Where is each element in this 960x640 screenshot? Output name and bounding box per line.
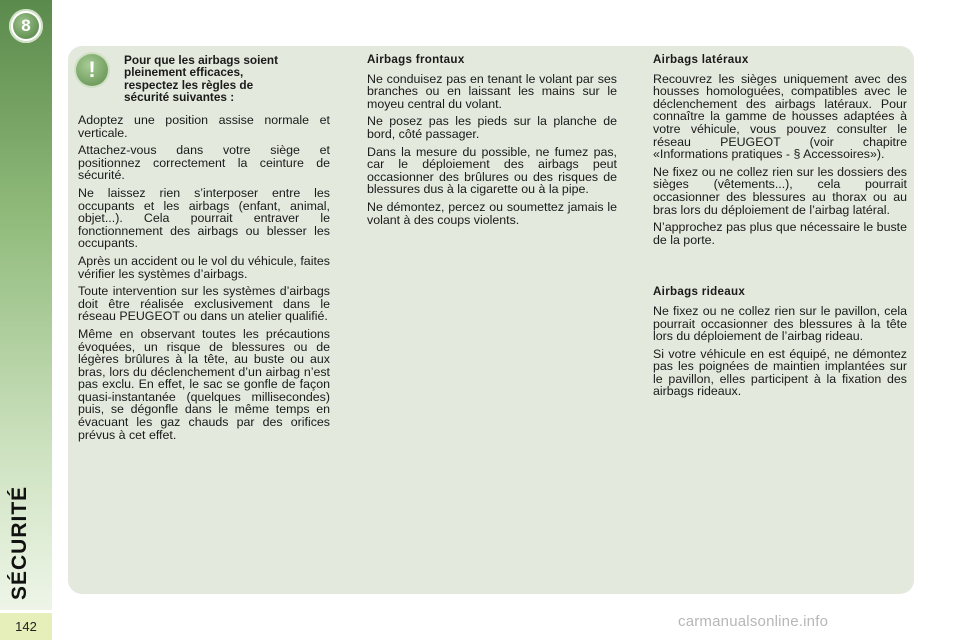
section-heading: Airbags latéraux [653, 53, 749, 66]
paragraph: Ne posez pas les pieds sur la planche de bord, côté passager. [367, 114, 617, 141]
paragraph: Après un accident ou le vol du véhicule, faites vérifier les systèmes d’airbags. [78, 253, 330, 281]
paragraph: Attachez-vous dans votre siège et positionnez correctement la ceinture de sécurité. [78, 143, 330, 183]
paragraph: Toute intervention sur les systèmes d’airbags doit être réalisée exclusivement dans le réseau PEUGEOT ou dans un atelier qualifié. [78, 284, 330, 324]
paragraph: Si votre véhicule en est équipé, ne démontez pas les poignées de maintien implantées sur le pavillon, elles participent à la fixation des airbags rideaux. [653, 346, 907, 399]
paragraph: Recouvrez les sièges uniquement avec des housses homologuées, compatibles avec le déclenchement des airbags latéraux. Pour connaître la gamme de housses adaptées à votre véhicule, vous pouvez consulter le réseau PEUGEOT (voir chapitre «Informations pratiques - § Accessoires»). [653, 71, 907, 162]
warning-title [124, 54, 334, 104]
warning-title-line: Pour que les airbags soient [124, 53, 279, 67]
chapter-badge [9, 9, 43, 43]
section-heading: Airbags rideaux [653, 285, 746, 299]
warning-column [78, 114, 330, 446]
page-number: 142 [0, 613, 52, 640]
paragraph: Adoptez une position assise normale et verticale. [78, 113, 330, 140]
warning-title-line: respectez les règles de [124, 77, 254, 92]
section-heading: Airbags frontaux [367, 53, 465, 66]
paragraph: Même en observant toutes les précautions évoquées, un risque de blessures ou de légères brûlures à la tête, au buste ou aux bras, lors du déclenchement d’un airbag n’est pas exclu. En effet, le sac se gonfle de façon quasi-instantanée (quelques millisecondes) puis, se dégonfle dans le même temps en évacuant les gaz chauds par des orifices prévus à cet effet. [78, 326, 330, 442]
section-title: SÉCURITÉ [8, 485, 31, 600]
chapter-number: 8 [13, 13, 39, 39]
paragraph: N’approchez pas plus que nécessaire le buste de la porte. [653, 220, 907, 247]
paragraph: Dans la mesure du possible, ne fumez pas, car le déploiement des airbags peut occasionner des brûlures ou des risques de blessures dus à la cigarette ou à la pipe. [367, 144, 617, 197]
paragraph: Ne laissez rien s’interposer entre les occupants et les airbags (enfant, animal, objet...). Cela pourrait entraver le fonctionnement des airbags ou blesser les occupants. [78, 185, 330, 251]
rideaux-section [653, 286, 907, 398]
paragraph: Ne démontez, percez ou soumettez jamais le volant à des coups violents. [367, 199, 617, 227]
frontaux-column [367, 54, 617, 231]
paragraph: Ne fixez ou ne collez rien sur les dossiers des sièges (vêtements...), cela pourrait occasionner des blessures au thorax ou au bras lors du déploiement de l’airbag latéral. [653, 164, 907, 217]
paragraph: Ne fixez ou ne collez rien sur le pavillon, cela pourrait occasionner des blessures à la tête lors du déploiement de l’airbag rideau. [653, 303, 907, 344]
watermark: carmanualsonline.info [678, 613, 829, 630]
warning-title-line: pleinement efficaces, [124, 65, 244, 80]
chapter-sidebar [0, 0, 52, 610]
lateraux-column [653, 54, 907, 403]
warning-title-line: sécurité suivantes : [124, 90, 235, 105]
exclamation-icon: ! [76, 54, 108, 86]
paragraph: Ne conduisez pas en tenant le volant par ses branches ou en laissant les mains sur le moyeu central du volant. [367, 71, 617, 111]
